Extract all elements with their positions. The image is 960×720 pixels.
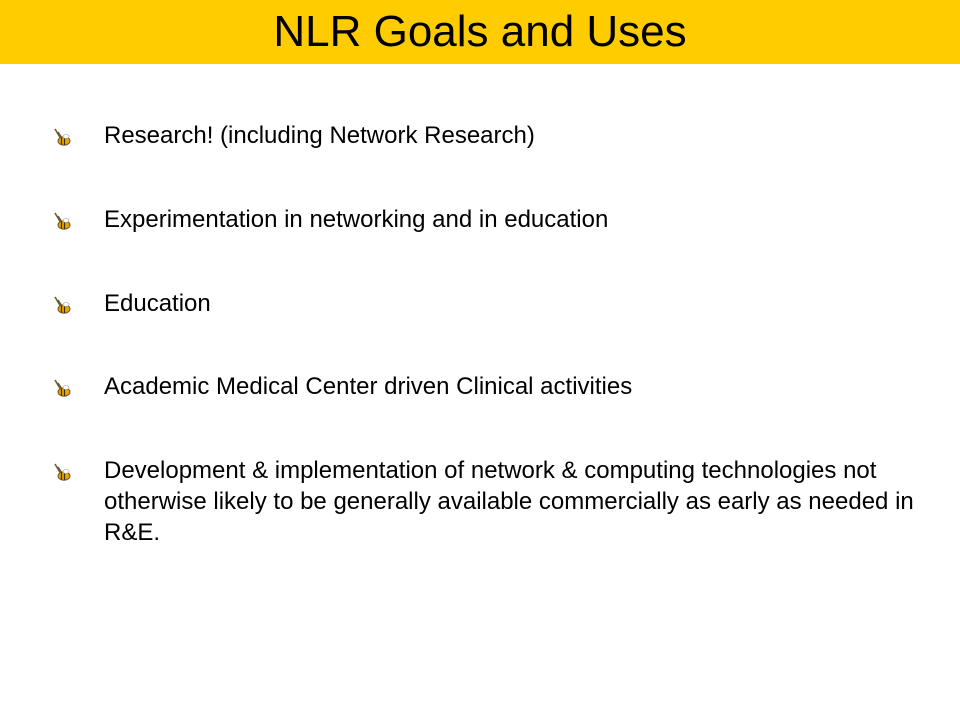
bullet-text: Experimentation in networking and in education [104, 206, 609, 233]
bee-icon [50, 461, 74, 485]
slide-title: NLR Goals and Uses [273, 7, 687, 56]
bee-icon [50, 210, 74, 234]
bee-icon [50, 294, 74, 318]
bullet-text: Development & implementation of network & computing technologies not otherwise likely to be generally available commercially as early as needed in R&E. [104, 457, 914, 546]
bee-icon [50, 126, 74, 150]
title-bar [0, 0, 960, 64]
bullet-text: Research! (including Network Research) [104, 122, 535, 149]
bee-icon [50, 377, 74, 401]
bullet-text: Academic Medical Center driven Clinical activities [104, 373, 633, 400]
bullet-text: Education [104, 290, 211, 317]
